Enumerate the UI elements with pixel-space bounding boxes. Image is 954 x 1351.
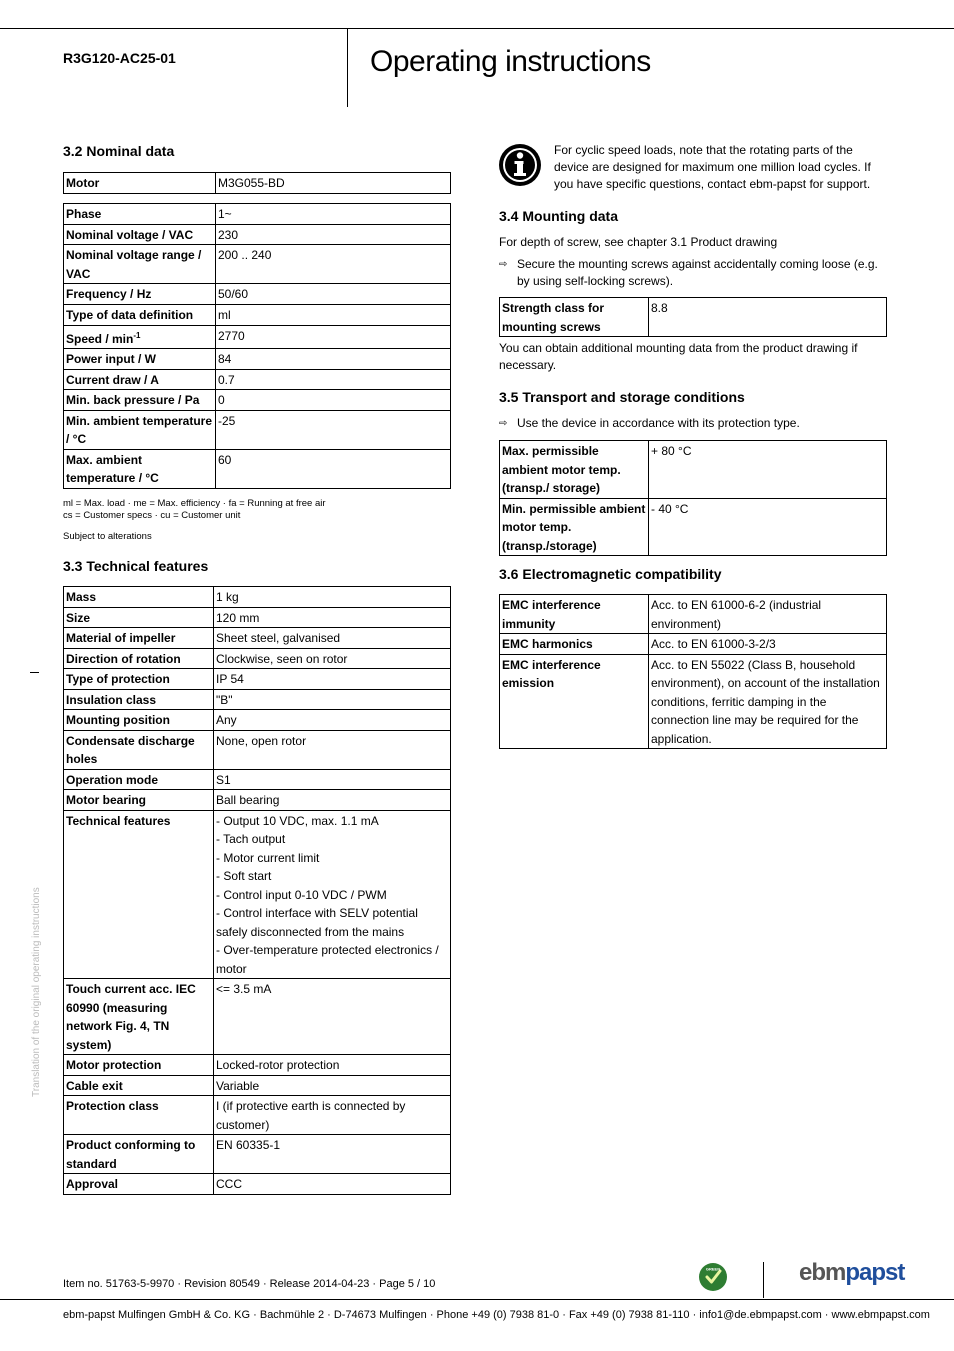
footer-rule bbox=[0, 1299, 954, 1300]
table-row bbox=[64, 1055, 451, 1076]
row-value: Acc. to EN 55022 (Class B, household environment), on account of the installation conditions, ferritic damping in the connection line may be required for the application. bbox=[649, 654, 887, 749]
table-row bbox=[64, 305, 451, 326]
row-label: Motor protection bbox=[64, 1055, 214, 1076]
table-row bbox=[64, 607, 451, 628]
row-value: 1~ bbox=[216, 204, 451, 225]
row-value: Ball bearing bbox=[214, 790, 451, 811]
section-heading-transport: 3.5 Transport and storage conditions bbox=[499, 389, 745, 405]
row-label: Max. permissible ambient motor temp. (transp./ storage) bbox=[500, 441, 649, 499]
row-label: Motor bbox=[64, 173, 216, 194]
model-number: R3G120-AC25-01 bbox=[63, 50, 176, 66]
row-value: Sheet steel, galvanised bbox=[214, 628, 451, 649]
mounting-bullet bbox=[499, 256, 885, 290]
row-label: Nominal voltage / VAC bbox=[64, 224, 216, 245]
row-label: Speed / $\min^{-1}$ bbox=[64, 325, 216, 349]
row-label: Min. ambient temperature / °C bbox=[64, 410, 216, 449]
row-value: Variable bbox=[214, 1075, 451, 1096]
row-value: Clockwise, seen on rotor bbox=[214, 648, 451, 669]
row-value: 200 .. 240 bbox=[216, 245, 451, 284]
logo-ebm: ebm bbox=[799, 1259, 846, 1286]
footnote-line-2: cs = Customer specs · cu = Customer unit bbox=[63, 510, 241, 521]
subject-to-alterations: Subject to alterations bbox=[63, 531, 152, 542]
table-row bbox=[500, 634, 887, 655]
table-row bbox=[64, 369, 451, 390]
mounting-intro: For depth of screw, see chapter 3.1 Product drawing bbox=[499, 235, 778, 249]
info-icon bbox=[498, 143, 542, 190]
row-label: Min. back pressure / Pa bbox=[64, 390, 216, 411]
motor-table bbox=[63, 172, 451, 194]
row-label: Approval bbox=[64, 1174, 214, 1195]
table-row bbox=[64, 1075, 451, 1096]
row-label: Condensate discharge holes bbox=[64, 730, 214, 769]
electrical-table bbox=[63, 203, 451, 305]
row-label: Min. permissible ambient motor temp. (transp./storage) bbox=[500, 498, 649, 556]
mounting-after-text: You can obtain additional mounting data from the product drawing if necessary. bbox=[499, 341, 858, 372]
technical-features-table bbox=[63, 586, 451, 1195]
transport-bullet-text: Use the device in accordance with its protection type. bbox=[517, 416, 800, 430]
mounting-bullet-text: Secure the mounting screws against accidentally coming loose (e.g. by using self-locking screws). bbox=[517, 257, 878, 288]
row-value: CCC bbox=[214, 1174, 451, 1195]
row-label: Frequency / Hz bbox=[64, 284, 216, 305]
greentech-logo bbox=[698, 1262, 728, 1295]
row-label: Material of impeller bbox=[64, 628, 214, 649]
header-divider bbox=[347, 28, 348, 107]
table-row bbox=[64, 390, 451, 411]
arrow-bullet-icon: ⇨ bbox=[499, 418, 508, 429]
row-value: - 40 °C bbox=[649, 498, 887, 556]
row-value: Acc. to EN 61000-3-2/3 bbox=[649, 634, 887, 655]
transport-table bbox=[499, 440, 887, 556]
footnote-line-1: ml = Max. load · me = Max. efficiency · fa = Running at free air bbox=[63, 498, 326, 509]
footer-address: ebm-papst Mulfingen GmbH & Co. KG · Bachmühle 2 · D-74673 Mulfingen · Phone +49 (0) 7938 81-0 · Fax +49 (0) 7938 81-110 · info1@de.ebmpapst.com · www.ebmpapst.com bbox=[63, 1309, 930, 1321]
table-row bbox=[64, 410, 451, 449]
row-value: "B" bbox=[214, 689, 451, 710]
table-row bbox=[500, 498, 887, 556]
row-label: Product conforming to standard bbox=[64, 1135, 214, 1174]
table-row bbox=[64, 648, 451, 669]
row-value: 84 bbox=[216, 349, 451, 370]
mounting-table bbox=[499, 297, 887, 337]
row-label: Size bbox=[64, 607, 214, 628]
table-row bbox=[64, 587, 451, 608]
table-row bbox=[64, 349, 451, 370]
row-label: Phase bbox=[64, 204, 216, 225]
info-note-text: For cyclic speed loads, note that the rotating parts of the device are designed for maximum one million load cycles. If you have specific questions, contact ebm-papst for support. bbox=[554, 143, 871, 191]
table-row bbox=[64, 245, 451, 284]
table-row bbox=[64, 284, 451, 305]
footer-logo-divider bbox=[763, 1262, 764, 1298]
table-row bbox=[500, 441, 887, 499]
row-value: IP 54 bbox=[214, 669, 451, 690]
table-row bbox=[64, 979, 451, 1055]
row-label: EMC interference emission bbox=[500, 654, 649, 749]
table-row bbox=[64, 204, 451, 225]
fold-mark bbox=[30, 672, 39, 673]
table-row bbox=[64, 669, 451, 690]
row-value: I (if protective earth is connected by customer) bbox=[214, 1096, 451, 1135]
row-label: Type of protection bbox=[64, 669, 214, 690]
row-label: Direction of rotation bbox=[64, 648, 214, 669]
row-label: Strength class for mounting screws bbox=[500, 298, 649, 337]
row-value: 60 bbox=[216, 449, 451, 488]
row-value: 0 bbox=[216, 390, 451, 411]
row-label: Technical features bbox=[64, 810, 214, 979]
table-row bbox=[64, 1174, 451, 1195]
row-label: Touch current acc. IEC 60990 (measuring network Fig. 4, TN system) bbox=[64, 979, 214, 1055]
table-row bbox=[64, 628, 451, 649]
row-value: + 80 °C bbox=[649, 441, 887, 499]
row-label: Nominal voltage range / VAC bbox=[64, 245, 216, 284]
table-row bbox=[500, 595, 887, 634]
table-row bbox=[64, 449, 451, 488]
row-label: Cable exit bbox=[64, 1075, 214, 1096]
side-translation-note: Translation of the original operating instructions bbox=[31, 887, 42, 1097]
row-label: Mass bbox=[64, 587, 214, 608]
row-value: 50/60 bbox=[216, 284, 451, 305]
row-label: Current draw / A bbox=[64, 369, 216, 390]
row-label: Mounting position bbox=[64, 710, 214, 731]
table-row bbox=[500, 654, 887, 749]
emc-table bbox=[499, 594, 887, 749]
table-row bbox=[64, 1096, 451, 1135]
row-label: Protection class bbox=[64, 1096, 214, 1135]
row-value: Acc. to EN 61000-6-2 (industrial environment) bbox=[649, 595, 887, 634]
table-row bbox=[64, 769, 451, 790]
row-label: Motor bearing bbox=[64, 790, 214, 811]
row-label: EMC interference immunity bbox=[500, 595, 649, 634]
row-label: Type of data definition bbox=[64, 305, 216, 326]
table-row bbox=[500, 298, 887, 337]
row-value: Locked-rotor protection bbox=[214, 1055, 451, 1076]
row-value: ml bbox=[216, 305, 451, 326]
table-row bbox=[64, 173, 451, 194]
row-value: EN 60335-1 bbox=[214, 1135, 451, 1174]
table-row bbox=[64, 224, 451, 245]
table-row bbox=[64, 730, 451, 769]
section-heading-technical: 3.3 Technical features bbox=[63, 558, 209, 574]
row-label: EMC harmonics bbox=[500, 634, 649, 655]
footnote-definitions bbox=[63, 498, 326, 522]
row-value: S1 bbox=[214, 769, 451, 790]
arrow-bullet-icon: ⇨ bbox=[499, 259, 508, 270]
section-heading-nominal: 3.2 Nominal data bbox=[63, 143, 175, 159]
row-label: Max. ambient temperature / °C bbox=[64, 449, 216, 488]
nominal-data-table bbox=[63, 304, 451, 489]
row-value: - Output 10 VDC, max. 1.1 mA - Tach output - Motor current limit - Soft start - Control input 0-10 VDC / PWM - Control interface with SELV potential safely disconnected from the mains - Over-temperature protected electronics / motor bbox=[214, 810, 451, 979]
svg-text:GREEN: GREEN bbox=[705, 1266, 721, 1272]
row-value: -25 bbox=[216, 410, 451, 449]
row-value: 0.7 bbox=[216, 369, 451, 390]
row-label: Operation mode bbox=[64, 769, 214, 790]
row-value: 120 mm bbox=[214, 607, 451, 628]
footer-item-info: Item no. 51763-5-9970 · Revision 80549 · Release 2014-04-23 · Page 5 / 10 bbox=[63, 1278, 436, 1290]
row-value: M3G055-BD bbox=[216, 173, 451, 194]
table-row bbox=[64, 810, 451, 979]
row-value: 2770 bbox=[216, 325, 451, 349]
row-value: 230 bbox=[216, 224, 451, 245]
row-value: 1 kg bbox=[214, 587, 451, 608]
page-title: Operating instructions bbox=[370, 45, 651, 78]
header-top-rule bbox=[0, 28, 954, 29]
table-row bbox=[64, 790, 451, 811]
section-heading-emc: 3.6 Electromagnetic compatibility bbox=[499, 566, 722, 582]
table-row bbox=[64, 689, 451, 710]
row-label: Insulation class bbox=[64, 689, 214, 710]
transport-bullet bbox=[499, 415, 885, 432]
section-heading-mounting: 3.4 Mounting data bbox=[499, 208, 618, 224]
table-row bbox=[64, 710, 451, 731]
table-row bbox=[64, 325, 451, 349]
ebmpapst-logo bbox=[799, 1259, 904, 1287]
logo-papst: papst bbox=[845, 1259, 905, 1286]
row-label: Power input / W bbox=[64, 349, 216, 370]
row-value: 8.8 bbox=[649, 298, 887, 337]
row-value: Any bbox=[214, 710, 451, 731]
row-value: None, open rotor bbox=[214, 730, 451, 769]
row-value: <= 3.5 mA bbox=[214, 979, 451, 1055]
table-row bbox=[64, 1135, 451, 1174]
